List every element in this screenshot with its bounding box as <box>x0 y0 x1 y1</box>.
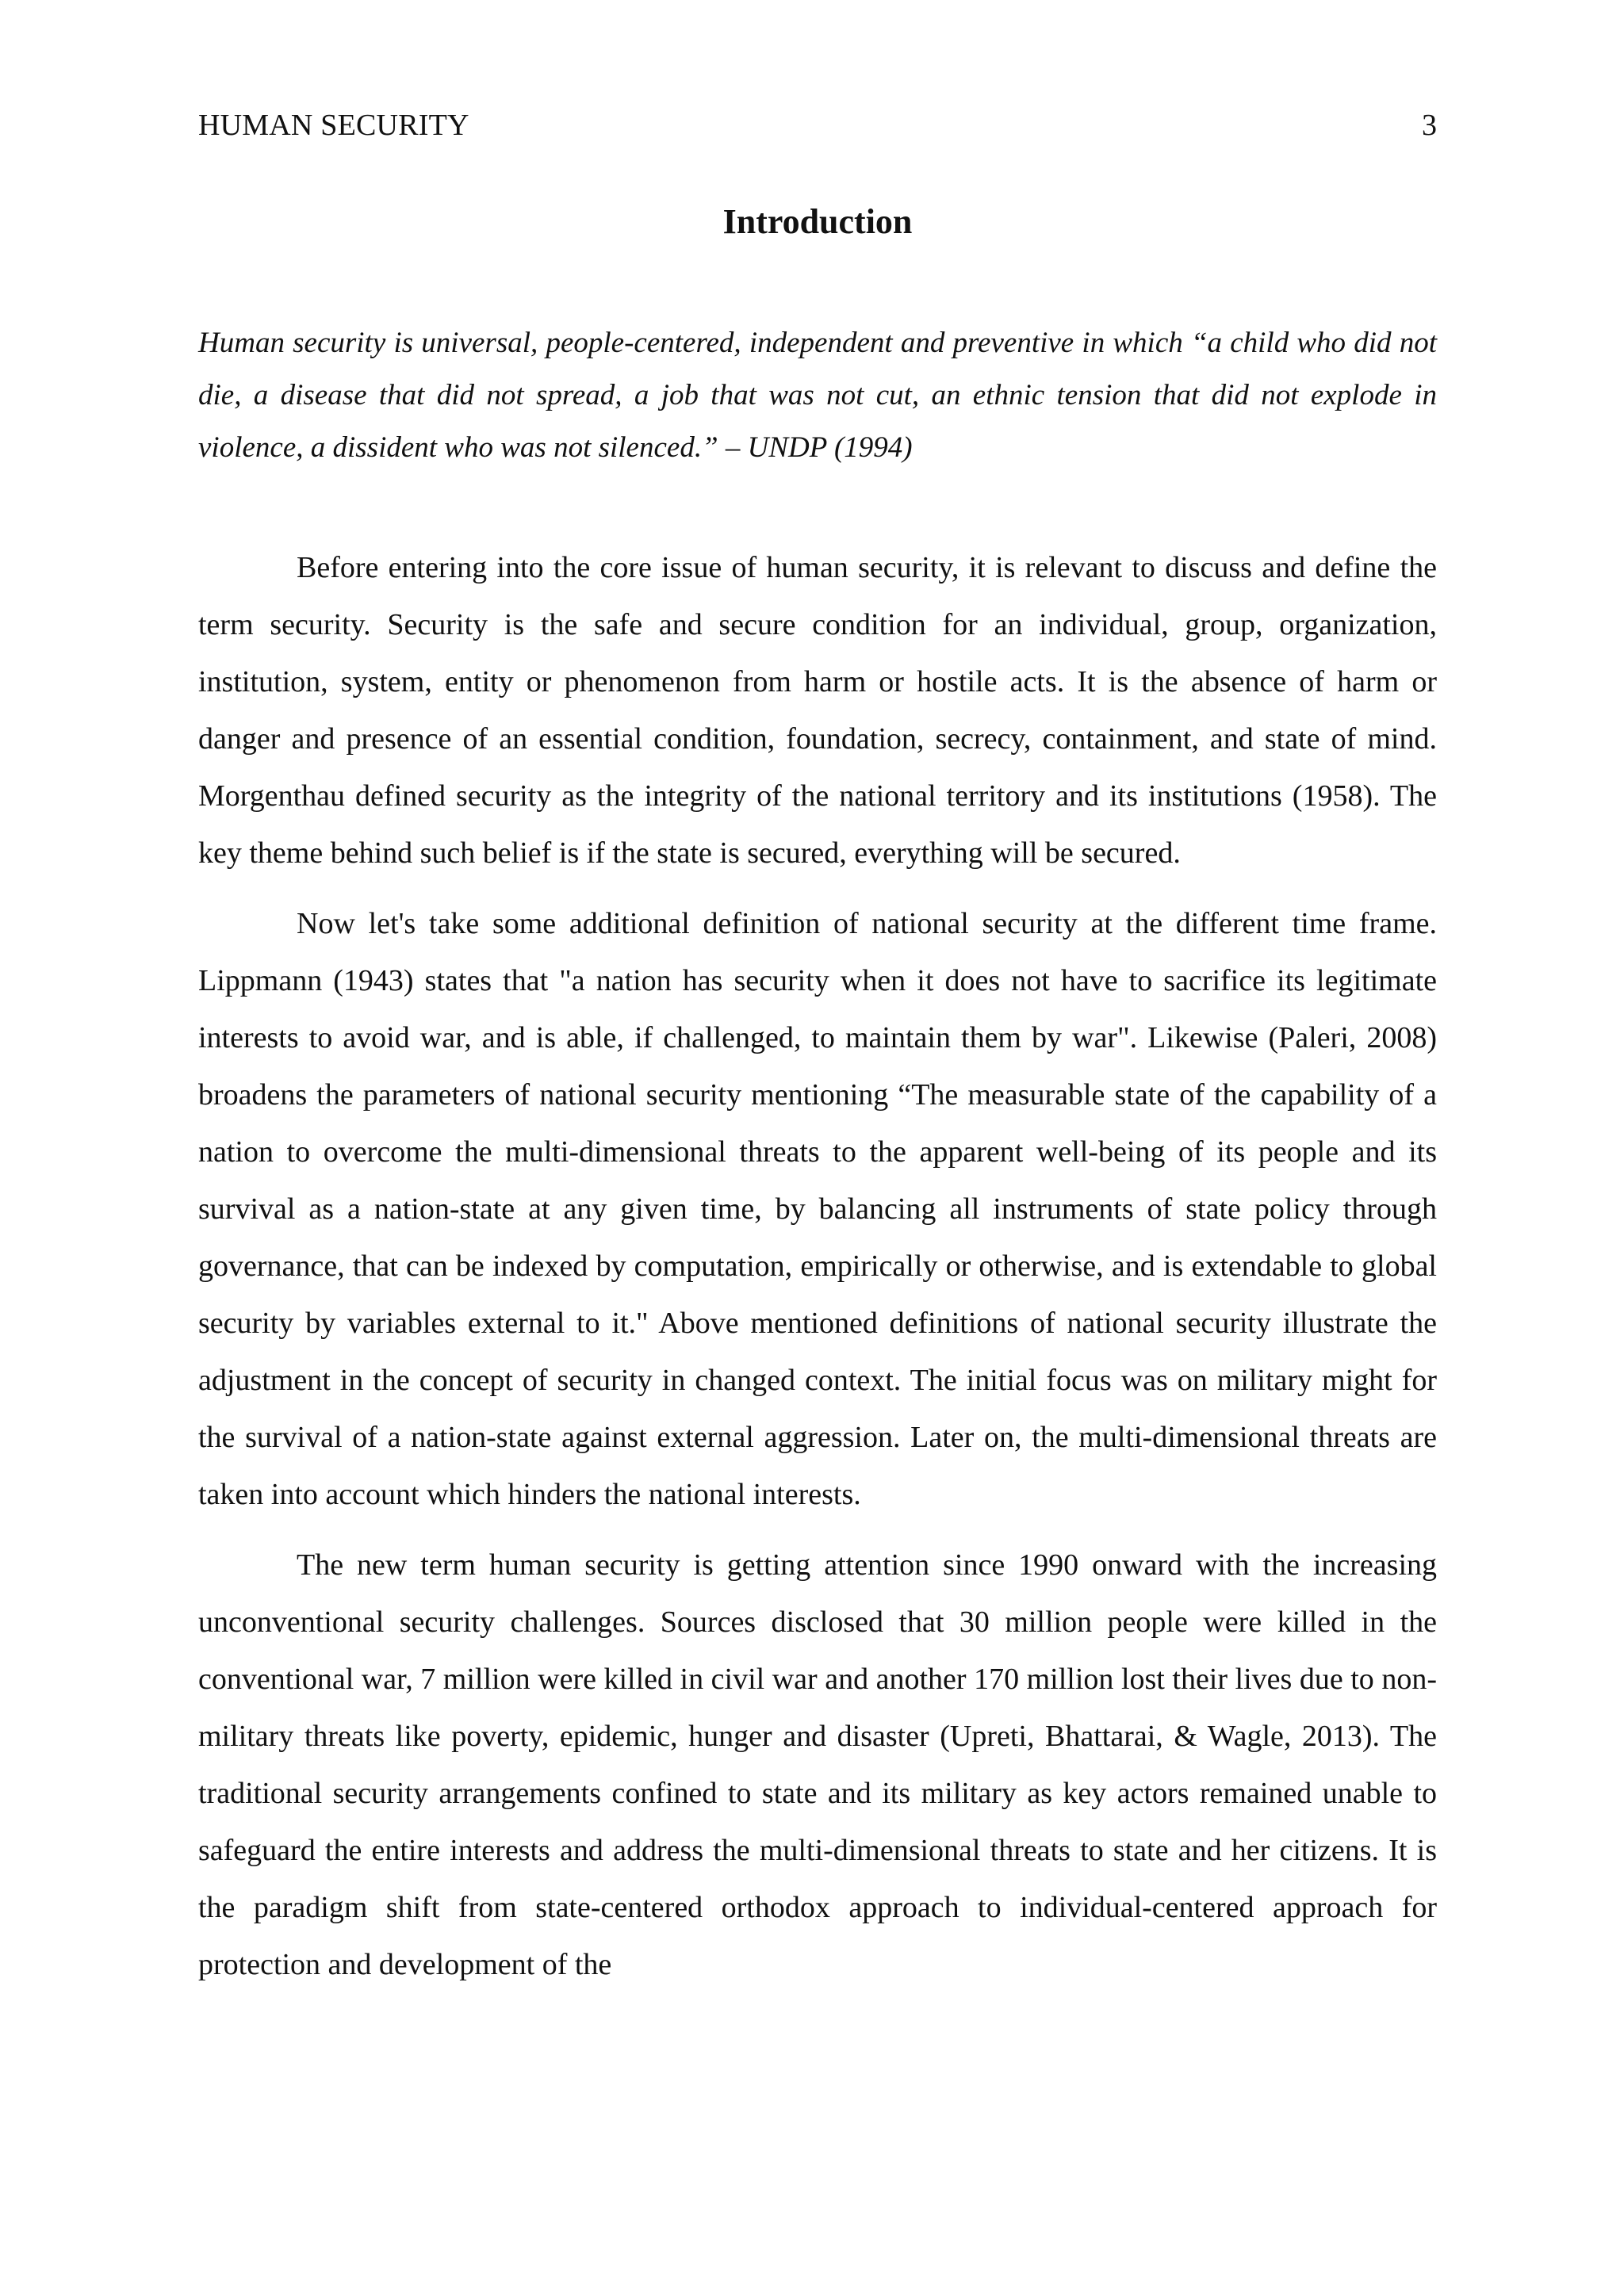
epigraph-quote: Human security is universal, people-centered, independent and preventive in which “a child who did not die, a disease that did not spread, a job that was not cut, an ethnic tension that did not explode in violence, a dissident who was not silenced.” – UNDP (1994) <box>198 327 1437 464</box>
body-text <box>198 539 1437 2007</box>
running-head <box>198 101 1437 149</box>
running-head-title: HUMAN SECURITY <box>198 109 469 142</box>
page-number: 3 <box>1422 109 1437 142</box>
paragraph: Before entering into the core issue of human security, it is relevant to discuss and define the term security. Security is the safe and secure condition for an individual, group, organization, institution, system, entity or phenomenon from harm or hostile acts. It is the absence of harm or danger and presence of an essential condition, foundation, secrecy, containment, and state of mind. Morgenthau defined security as the integrity of the national territory and its institutions (1958). The key theme behind such belief is if the state is secured, everything will be secured. <box>198 551 1437 870</box>
paragraph: The new term human security is getting attention since 1990 onward with the increasing unconventional security challenges. Sources disclosed that 30 million people were killed in the conventional war, 7 million were killed in civil war and another 170 million lost their lives due to non-military threats like poverty, epidemic, hunger and disaster (Upreti, Bhattarai, & Wagle, 2013). The traditional security arrangements confined to state and its military as key actors remained unable to safeguard the entire interests and address the multi-dimensional threats to state and her citizens. It is the paradigm shift from state-centered orthodox approach to individual-centered approach for protection and development of the <box>198 1548 1437 1981</box>
paragraph: Now let's take some additional definition of national security at the different time frame. Lippmann (1943) states that "a nation has security when it does not have to sacrifice its legitimate interests to avoid war, and is able, if challenged, to maintain them by war". Likewise (Paleri, 2008) broadens the parameters of national security mentioning “The measurable state of the capability of a nation to overcome the multi-dimensional threats to the apparent well-being of its people and its survival as a nation-state at any given time, by balancing all instruments of state policy through governance, that can be indexed by computation, empirically or otherwise, and is extendable to global security by variables external to it." Above mentioned definitions of national security illustrate the adjustment in the concept of security in changed context. The initial focus was on military might for the survival of a nation-state against external aggression. Later on, the multi-dimensional threats are taken into account which hinders the national interests. <box>198 907 1437 1511</box>
section-heading: Introduction <box>722 202 913 241</box>
